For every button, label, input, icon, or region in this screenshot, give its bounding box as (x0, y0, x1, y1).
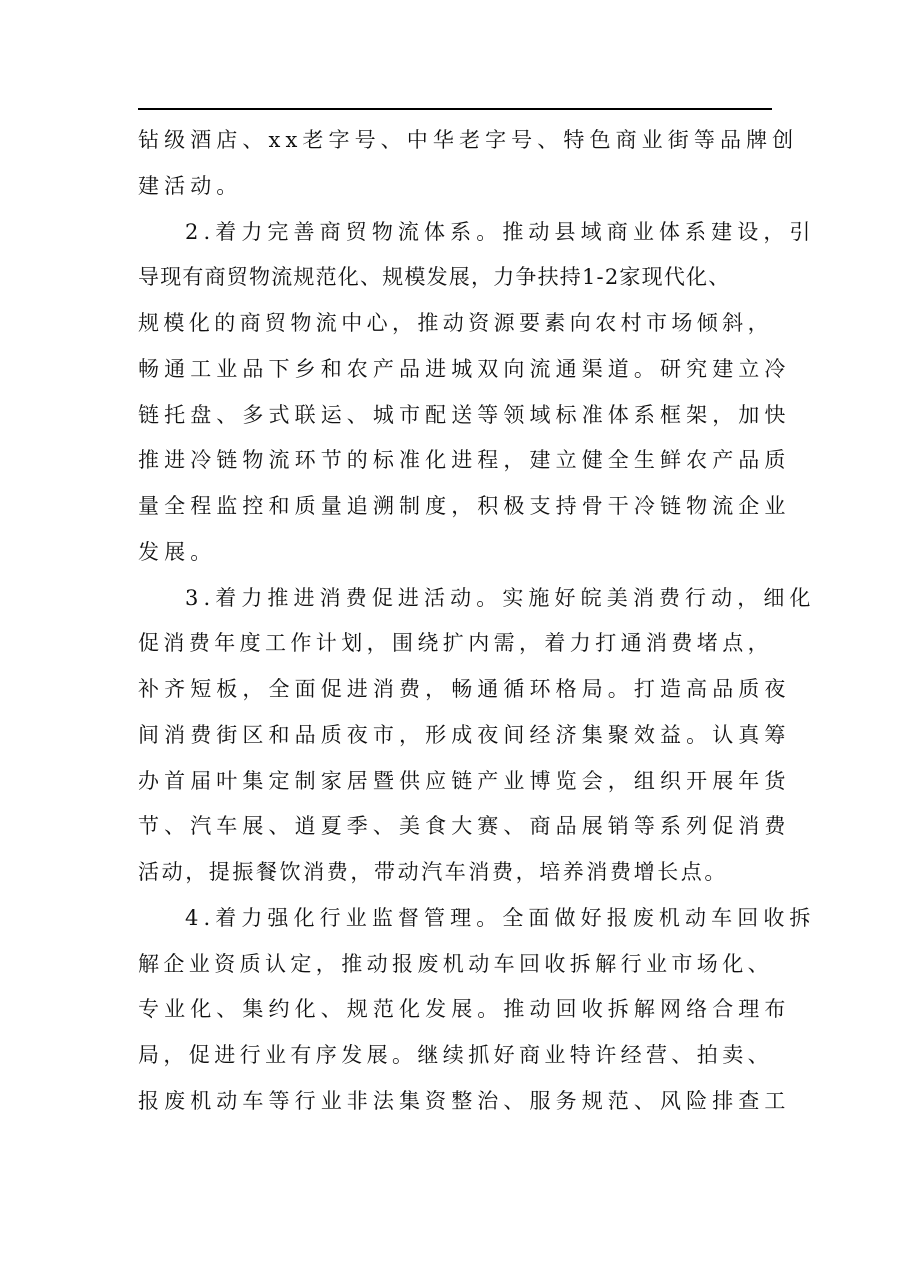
text-line: 建活动。 (138, 173, 243, 198)
body-text (138, 118, 816, 1125)
text-line: 节、汽车展、逍夏季、美食大赛、商品展销等系列促消费 (138, 814, 791, 839)
text-line: 量全程监控和质量追溯制度，积极支持骨干冷链物流企业 (138, 494, 791, 518)
paragraph-2-heading-line: 2.着力完善商贸物流体系。推动县域商业体系建设，引 (185, 219, 816, 244)
text-line: 发展。 (138, 539, 217, 564)
paragraph-4-heading-line: 4.着力强化行业监督管理。全面做好报废机动车回收拆 (185, 905, 816, 930)
text-line: 推进冷链物流环节的标准化进程，建立健全生鲜农产品质 (138, 448, 791, 473)
text-line: 规模化的商贸物流中心，推动资源要素向农村市场倾斜， (138, 311, 773, 335)
text-line: 活动，提振餐饮消费，带动汽车消费，培养消费增长点。 (138, 860, 728, 884)
text-line: 间消费街区和品质夜市，形成夜间经济集聚效益。认真筹 (138, 722, 791, 747)
text-line: 促消费年度工作计划，围绕扩内需，着力打通消费堵点， (138, 631, 773, 656)
text-line: 导现有商贸物流规范化、规模发展，力争扶持1-2家现代化、 (138, 265, 731, 290)
text-line: 解企业资质认定，推动报废机动车回收拆解行业市场化、 (138, 951, 773, 976)
header-rule (138, 108, 772, 110)
text-line: 补齐短板，全面促进消费，畅通循环格局。打造高品质夜 (138, 677, 791, 701)
text-line: 办首届叶集定制家居暨供应链产业博览会，组织开展年货 (138, 768, 791, 793)
text-line: 专业化、集约化、规范化发展。推动回收拆解网络合理布 (138, 997, 791, 1022)
text-line: 钻级酒店、xx老字号、中华老字号、特色商业街等品牌创 (138, 128, 799, 152)
text-line: 报废机动车等行业非法集资整治、服务规范、风险排查工 (138, 1088, 791, 1113)
paragraph-3-heading-line: 3.着力推进消费促进活动。实施好皖美消费行动，细化 (185, 585, 816, 610)
text-line: 链托盘、多式联运、城市配送等领域标准体系框架，加快 (138, 402, 791, 427)
text-line: 局，促进行业有序发展。继续抓好商业特许经营、拍卖、 (138, 1043, 773, 1067)
text-line: 畅通工业品下乡和农产品进城双向流通渠道。研究建立冷 (138, 356, 791, 381)
